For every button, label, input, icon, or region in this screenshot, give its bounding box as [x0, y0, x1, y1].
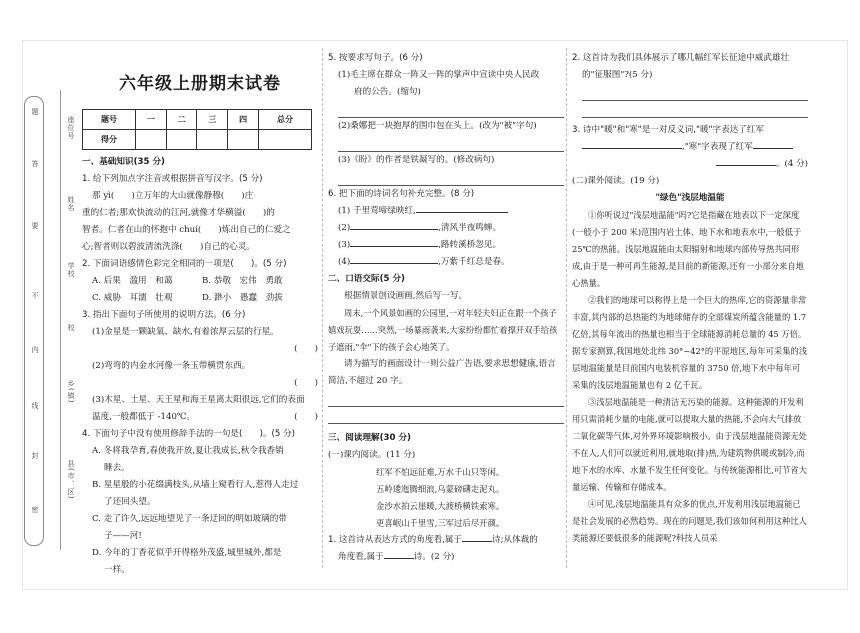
answer-paren[interactable]: ( ): [294, 378, 318, 388]
question-stem: 1. 给下列加点字注音或根据拼音写汉字。(5 分): [82, 174, 263, 184]
question-line: 。(4 分): [775, 159, 808, 169]
answer-line[interactable]: [338, 135, 564, 152]
question-line: 角度看,属于: [338, 552, 384, 562]
scenario-paragraph: 周末,一个风景如画的公园里,一对年轻夫妇正在跟一个孩子嬉戏玩耍……突然,一场暴雨袭来,大家纷纷都忙着撑开双手给孩子遮雨,"伞"下的孩子会心地笑了。: [328, 308, 558, 352]
question-line: (1)金星是一颗缺氧、缺水,有着浓厚云层的行星。: [92, 327, 279, 337]
binding-field-label: 乡(镇): [67, 380, 75, 404]
binding-mark: 封: [31, 452, 39, 460]
subsection-heading: (二)课外阅读。(19 分): [572, 176, 660, 186]
instruction: 请为描写的画面设计一则公益广告语,要求思想健康,语言简洁,不超过 20 字。: [328, 359, 556, 386]
question-line: (3)木星、土星、天王星和海王星离太阳很远,它们的表面: [92, 395, 305, 405]
fill-blank[interactable]: [350, 229, 438, 230]
article-paragraph: ④可见,浅层地温能具有众多的优点,开发利用浅层地温能已是社会发展的必然趋势。现在的问题是,我们该如何利用这种比人类能源还要低很多的能源呢?科技人员采: [572, 499, 807, 543]
score-table: [82, 109, 312, 150]
score-header-cell: 三: [197, 110, 228, 130]
fill-blank[interactable]: [350, 246, 438, 247]
score-header-cell: 一: [136, 110, 167, 130]
question-stem: 诗;从体裁的: [491, 535, 538, 545]
question-line: ,"寒"字表现了红军: [682, 142, 753, 152]
score-header-cell: 总分: [258, 110, 311, 130]
binding-mark: 答: [31, 160, 39, 168]
instruction: 根据情景创设画画,然后写一写。: [344, 291, 468, 301]
score-cell[interactable]: [228, 130, 259, 150]
section-heading: 三、阅读理解(30 分): [328, 433, 411, 443]
score-cell[interactable]: [166, 130, 197, 150]
article-title: "绿色"浅层地温能: [655, 193, 725, 203]
binding-mark: 密: [31, 506, 39, 514]
question-line: 诗。(2 分): [413, 552, 455, 562]
score-header-cell: 四: [228, 110, 259, 130]
fill-blank[interactable]: [462, 541, 492, 542]
section-heading: 一、基础知识(35 分): [82, 157, 165, 167]
option-a[interactable]: A. 后果 滥用 和蔼: [92, 276, 173, 286]
option-c[interactable]: C. 走了许久,远远地望见了一条迂回的明如玻璃的带: [92, 514, 287, 524]
column-2: [328, 50, 564, 566]
score-cell[interactable]: [258, 130, 311, 150]
binding-field-label: 姓名: [67, 196, 75, 212]
poem-line: (1) 千里莺啼绿映红,: [338, 206, 416, 216]
item-number: (2): [338, 223, 351, 233]
binding-mark: 要: [31, 222, 39, 230]
binding-field-label: 校: [67, 324, 75, 332]
option-c-cont: 子——河!: [104, 531, 142, 541]
option-d[interactable]: D. 渺小 愚蠢 劲拔: [202, 293, 283, 303]
question-line: 的"征服图"?(5 分): [582, 70, 653, 80]
option-d[interactable]: D. 今年的丁香花似乎开得格外茂盛,城里城外,都是: [92, 548, 282, 558]
question-line: 那 yì( )立万年的大山就像静穆( )庄: [92, 191, 254, 201]
fill-blank[interactable]: [753, 148, 793, 149]
column-1: [82, 50, 318, 579]
score-header-cell: 题号: [83, 110, 136, 130]
question-stem: 5. 按要求写句子。(6 分): [328, 53, 423, 63]
question-stem: 4. 下面句子中没有使用修辞手法的一句是( )。(5 分): [82, 429, 296, 439]
binding-field-label: 学校: [67, 262, 75, 278]
question-line: (3)《盼》的作者是铁凝写的。(修改病句): [338, 155, 495, 165]
question-stem: 3. 诗中"暖"和"寒"是一对反义词,"暖"字表达了红军: [572, 125, 765, 135]
column-3: [572, 50, 808, 547]
answer-line[interactable]: [338, 101, 564, 118]
answer-line[interactable]: [328, 390, 564, 407]
article-paragraph: ③浅层地温能是一种清洁无污染的能源。这种能源的开发利用只需消耗少量的电能,就可以提取大量的热能,不会向大气排放二氧化碳等气体,对外界环境影响极小。由于浅层地温能资源无处不在人,人们可以就近利用,就地取(排)热,为建筑物供暖或制冷,而地下水的水库、水量不发生任何变化。与传统能源相比,可节省大量运输、传输和存储成本。: [572, 397, 807, 492]
fill-blank[interactable]: [716, 165, 776, 166]
fill-blank[interactable]: [350, 263, 438, 264]
option-b[interactable]: B. 恭敬 宏伟 勇敢: [202, 276, 283, 286]
score-cell[interactable]: [197, 130, 228, 150]
poem: [328, 464, 564, 532]
question-line: 温度,一般都低于 -140℃。: [92, 412, 196, 422]
binding-mark: 不: [31, 292, 39, 300]
question-line: 重的仁者;那欢快流动的江河,就像才华横溢( )的: [82, 208, 275, 218]
option-a[interactable]: A. 冬将我孕育,春使我开放,夏让我成长,秋令我香销: [92, 446, 284, 456]
question-stem: 2. 这首诗为我们具体展示了哪几幅红军长征途中威武雄壮: [572, 53, 790, 63]
page-title: 六年级上册期末试卷: [119, 74, 281, 94]
poem-line: ,万紫千红总是春。: [438, 257, 510, 267]
article-paragraph: ①你听说过"浅层地温能"吗?它是指藏在地表以下一定深度(一般小于 200 米)范围内岩土体、地下水和地表水中,一般低于 25℃的热能。浅层地温能由太阳辐射和地球内部传导热共同形成,由于是一种可再生能源,是目前的新能源,还有一小部分来自地心热量。: [572, 210, 804, 288]
option-a-cont: 睡去。: [104, 463, 130, 473]
option-b-cont: 了还回头望。: [104, 497, 156, 507]
binding-mark: 题: [31, 108, 39, 116]
score-header-cell: 二: [166, 110, 197, 130]
poem-line: ,路转溪桥忽见。: [438, 240, 502, 250]
fill-blank[interactable]: [384, 558, 414, 559]
column-separator: [322, 48, 323, 568]
binding-mark: 内: [31, 346, 39, 354]
item-number: (4): [338, 257, 351, 267]
poem-line: 五岭逶迤腾细浪,乌蒙磅礴走泥丸。: [376, 484, 505, 494]
answer-line[interactable]: [328, 407, 564, 424]
poem-line: ,清风半夜鸣蝉。: [438, 223, 502, 233]
fill-blank[interactable]: [582, 148, 682, 149]
article-paragraph: ②我们的地球可以称得上是一个巨大的热库,它的资源量非常丰富,其内部的总热能约为地球储存的全部煤炭所蕴含能量的 1.7 亿倍,其每年流出的热量也相当于全球能源消耗总量的 45 万倍。据专家测算,我国地处北纬 30°~42°的平原地区,每年可采集的浅层地温能量是目前国内电装机容量的 3750 倍,地下水中每年可采集的浅层地温能量也有 2 亿千瓦。: [572, 295, 808, 390]
question-line: (2)弯弯的内金水河像一条玉带横贯东西。: [92, 361, 251, 371]
section-heading: 二、口语交际(5 分): [328, 274, 405, 284]
column-separator: [566, 48, 567, 568]
poem-line: 金沙水拍云崖暖,大渡桥横铁索寒。: [376, 501, 505, 511]
binding-field-label: 座位号: [67, 116, 75, 140]
answer-line[interactable]: [582, 101, 808, 118]
option-d-cont: 一样。: [104, 565, 130, 575]
binding-field-label: 县(市、区): [67, 460, 75, 500]
question-line: (2)桑娜把一块抱厚的围巾包在头上。(改为"被"字句): [338, 121, 537, 131]
score-cell[interactable]: [136, 130, 167, 150]
question-stem: 6. 把下面的诗词名句补充完整。(8 分): [328, 189, 475, 199]
poem-line: 更喜岷山千里雪,三军过后尽开颜。: [376, 518, 505, 528]
question-line: (1)毛主席在群众一阵又一阵的掌声中宣读中央人民政: [338, 70, 540, 80]
fill-blank[interactable]: [416, 212, 508, 213]
question-stem: 2. 下面词语感情色彩完全相同的一项是( )。(5 分): [82, 259, 287, 269]
answer-paren[interactable]: ( ): [294, 344, 318, 354]
question-stem: 1. 这首诗从表达方式的角度看,属于: [328, 535, 462, 545]
question-line: 心;智者则以碧波清流洗涤( )自己的心灵。: [82, 242, 255, 252]
binding-line: [60, 90, 61, 550]
binding-mark: 线: [31, 402, 39, 410]
subsection-heading: (一)课内阅读。(11 分): [328, 450, 416, 460]
option-c[interactable]: C. 威胁 耳濡 壮观: [92, 293, 173, 303]
question-stem: 3. 指出下面句子所使用的说明方法。(6 分): [82, 310, 246, 320]
item-number: (3): [338, 240, 351, 250]
score-row-label: 得分: [83, 130, 136, 150]
answer-line[interactable]: [582, 84, 808, 101]
poem-line: 红军不怕远征难,万水千山只等闲。: [376, 467, 505, 477]
answer-paren[interactable]: ( ): [294, 412, 318, 422]
question-line: 府的公告。(缩句): [354, 87, 421, 97]
answer-line[interactable]: [338, 169, 564, 186]
question-line: 智者。仁者在山的怀抱中 chuí( )炼出自己的仁爱之: [82, 225, 291, 235]
option-b[interactable]: B. 星星般的小花缀满枝头,从墙上窥看行人,惹得人走过: [92, 480, 299, 490]
